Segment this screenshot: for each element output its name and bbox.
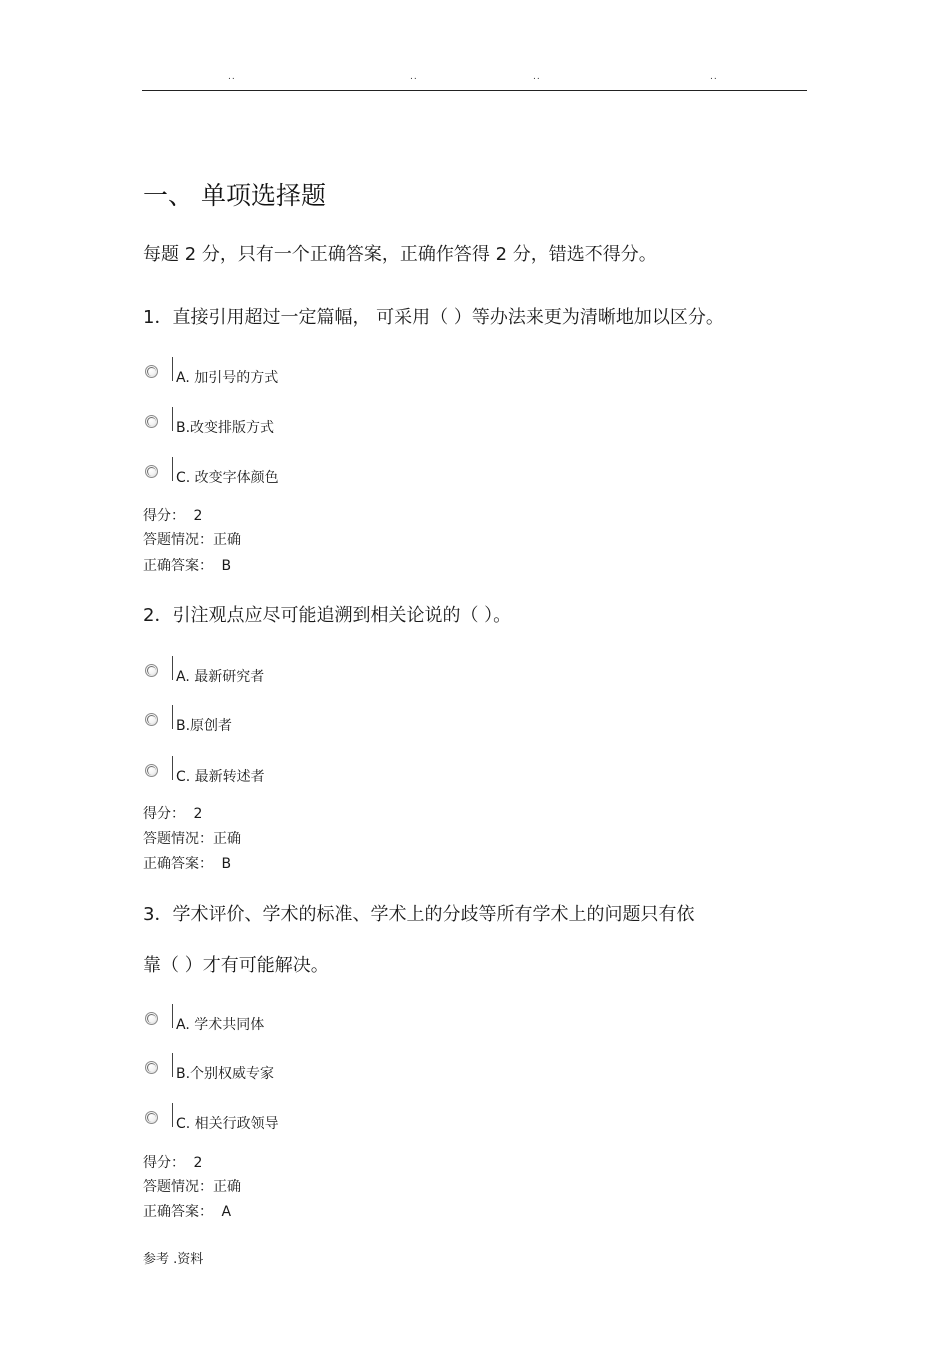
option-divider	[172, 705, 173, 729]
question-2-status	[143, 828, 241, 848]
score-value: 2	[193, 1155, 203, 1171]
option-label: B.原创者	[176, 718, 233, 734]
option-label: C. 相关行政领导	[176, 1116, 279, 1132]
radio-icon[interactable]	[145, 1111, 158, 1124]
footer-text: 参考 .资料	[143, 1252, 204, 1267]
section-title: 一、 单项选择题	[143, 181, 326, 210]
option-divider	[172, 756, 173, 780]
header-dots-1: ..	[228, 72, 236, 82]
instruction-text: 每题 2 分，只有一个正确答案，正确作答得 2 分，错选不得分。	[143, 244, 657, 265]
option-divider	[172, 357, 173, 381]
question-2-score	[143, 803, 202, 823]
header-dots-3: ..	[533, 72, 541, 82]
answer-label: 正确答案：	[143, 856, 213, 872]
question-2-answer	[143, 853, 231, 873]
score-value: 2	[193, 508, 203, 524]
question-3-text-line-1: 3．学术评价、学术的标准、学术上的分歧等所有学术上的问题只有依	[143, 904, 695, 925]
score-label: 得分：	[143, 806, 185, 822]
score-label: 得分：	[143, 1155, 185, 1171]
question-1-status	[143, 529, 241, 549]
question-2-text: 2．引注观点应尽可能追溯到相关论说的（ ）。	[143, 605, 512, 626]
score-value: 2	[193, 806, 203, 822]
status-value: 正确	[213, 831, 241, 847]
question-3-score	[143, 1152, 202, 1172]
radio-icon[interactable]	[145, 365, 158, 378]
radio-icon[interactable]	[145, 713, 158, 726]
question-3-answer	[143, 1201, 231, 1221]
radio-icon[interactable]	[145, 415, 158, 428]
status-value: 正确	[213, 1179, 241, 1195]
radio-icon[interactable]	[145, 1012, 158, 1025]
option-divider	[172, 656, 173, 680]
option-label: C. 改变字体颜色	[176, 470, 279, 486]
status-label: 答题情况：	[143, 831, 213, 847]
option-label: A. 最新研究者	[176, 669, 265, 685]
option-label: B.个别权威专家	[176, 1066, 275, 1082]
header-dots-4: ..	[710, 72, 718, 82]
question-1-answer	[143, 555, 231, 575]
header-dots-2: ..	[410, 72, 418, 82]
answer-label: 正确答案：	[143, 1204, 213, 1220]
option-divider	[172, 1053, 173, 1077]
score-label: 得分：	[143, 508, 185, 524]
radio-icon[interactable]	[145, 764, 158, 777]
option-divider	[172, 1103, 173, 1127]
question-3-status	[143, 1176, 241, 1196]
option-label: A. 学术共同体	[176, 1017, 265, 1033]
option-label: B.改变排版方式	[176, 420, 275, 436]
radio-icon[interactable]	[145, 1061, 158, 1074]
answer-value: B	[221, 558, 232, 574]
header-rule	[142, 90, 807, 91]
question-1-score	[143, 505, 202, 525]
question-3-text-line-2: 靠（ ）才有可能解决。	[143, 955, 329, 976]
radio-icon[interactable]	[145, 465, 158, 478]
option-divider	[172, 1004, 173, 1028]
status-value: 正确	[213, 532, 241, 548]
option-divider	[172, 407, 173, 431]
option-divider	[172, 457, 173, 481]
answer-label: 正确答案：	[143, 558, 213, 574]
option-label: A. 加引号的方式	[176, 370, 279, 386]
status-label: 答题情况：	[143, 1179, 213, 1195]
radio-icon[interactable]	[145, 664, 158, 677]
answer-value: B	[221, 856, 232, 872]
status-label: 答题情况：	[143, 532, 213, 548]
option-label: C. 最新转述者	[176, 769, 265, 785]
question-1-text: 1．直接引用超过一定篇幅， 可采用（ ）等办法来更为清晰地加以区分。	[143, 307, 724, 328]
answer-value: A	[221, 1204, 232, 1220]
